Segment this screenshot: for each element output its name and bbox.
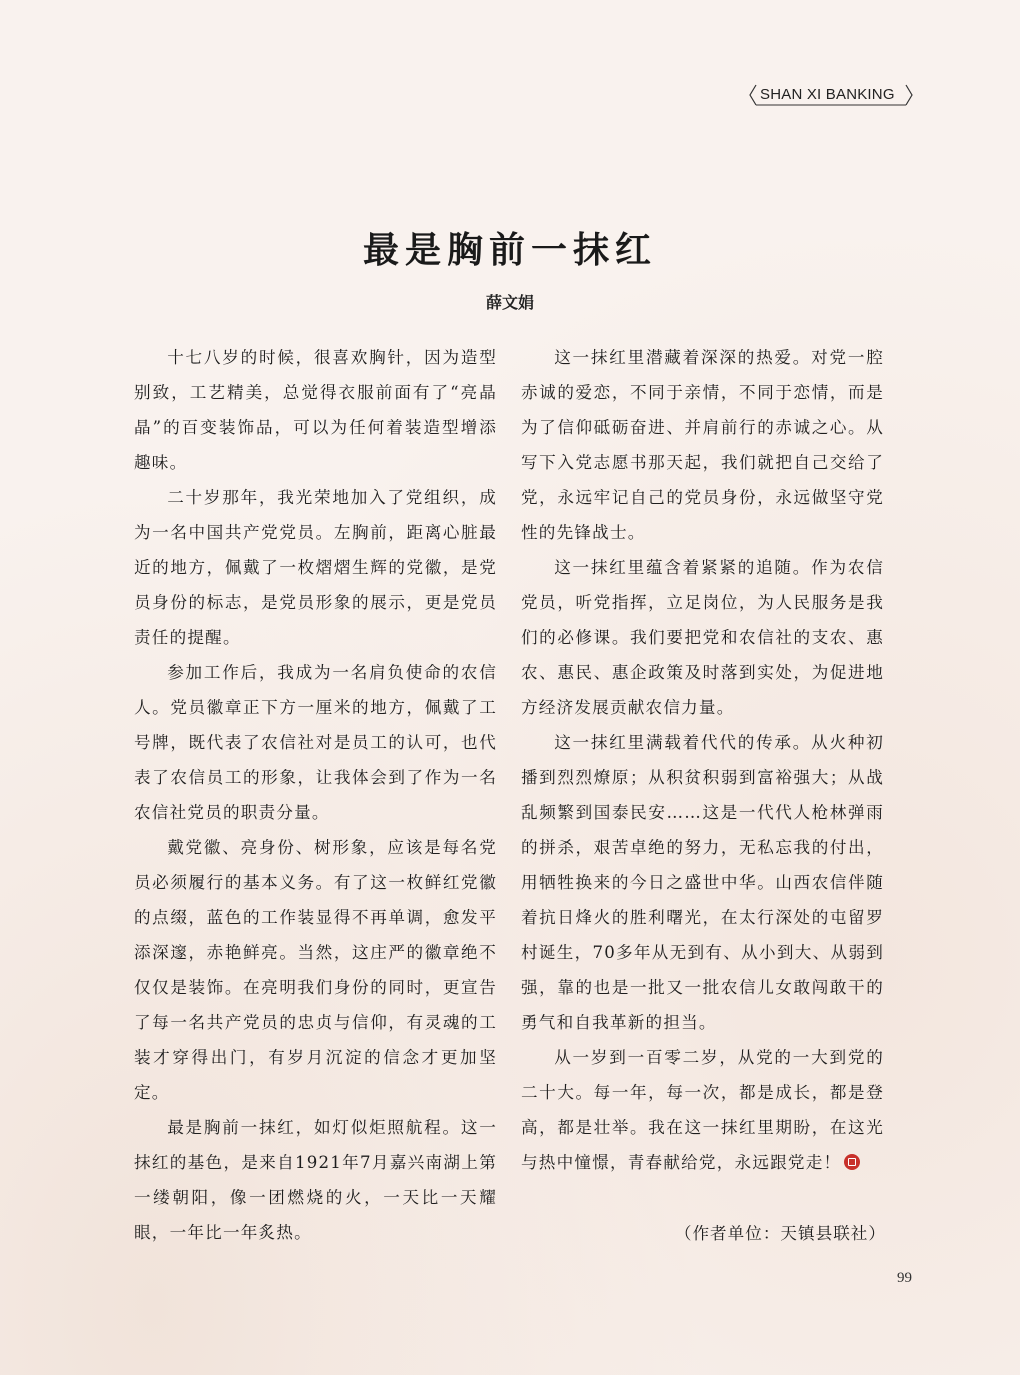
left-column <box>134 340 497 1250</box>
end-seal-icon <box>844 1154 860 1170</box>
paragraph: 十七八岁的时候，很喜欢胸针，因为造型别致，工艺精美，总觉得衣服前面有了“亮晶晶”的百变装饰品，可以为任何着装造型增添趣味。 <box>134 348 497 472</box>
section-tag <box>748 84 914 106</box>
author-affiliation: （作者单位：天镇县联社） <box>674 1224 886 1243</box>
article-author: 薛文娟 <box>485 295 534 312</box>
paragraph: 戴党徽、亮身份、树形象，应该是每名党员必须履行的基本义务。有了这一枚鲜红党徽的点缀，蓝色的工作装显得不再单调，愈发平添深邃，赤艳鲜亮。当然，这庄严的徽章绝不仅仅是装饰。在亮明我们身份的同时，更宣告了每一名共产党员的忠贞与信仰，有灵魂的工装才穿得出门，有岁月沉淀的信念才更加坚定。 <box>134 838 497 1102</box>
page-number: 99 <box>897 1270 912 1286</box>
paragraph-text: 从一岁到一百零二岁，从党的一大到党的二十大。每一年，每一次，都是成长，都是登高，都是壮举。我在这一抹红里期盼，在这光与热中憧憬，青春献给党，永远跟党走！ <box>521 1048 884 1172</box>
paragraph: 参加工作后，我成为一名肩负使命的农信人。党员徽章正下方一厘米的地方，佩戴了工号牌，既代表了农信社对是员工的认可，也代表了农信员工的形象，让我体会到了作为一名农信社党员的职责分量。 <box>134 663 497 822</box>
last-paragraph <box>521 1040 884 1180</box>
paragraph: 这一抹红里蕴含着紧紧的追随。作为农信党员，听党指挥，立足岗位，为人民服务是我们的必修课。我们要把党和农信社的支农、惠农、惠民、惠企政策及时落到实处，为促进地方经济发展贡献农信力量。 <box>521 558 884 717</box>
section-tag-text: SHAN XI BANKING <box>760 86 895 103</box>
paragraph: 二十岁那年，我光荣地加入了党组织，成为一名中国共产党党员。左胸前，距离心脏最近的地方，佩戴了一枚熠熠生辉的党徽，是党员身份的标志，是党员形象的展示，更是党员责任的提醒。 <box>134 488 497 647</box>
paragraph: 这一抹红里潜藏着深深的热爱。对党一腔赤诚的爱恋，不同于亲情，不同于恋情，而是为了信仰砥砺奋进、并肩前行的赤诚之心。从写下入党志愿书那天起，我们就把自己交给了党，永远牢记自己的党员身份，永远做坚守党性的先锋战士。 <box>521 348 884 542</box>
article-title: 最是胸前一抹红 <box>362 229 657 271</box>
paragraph: 最是胸前一抹红，如灯似炬照航程。这一抹红的基色，是来自1921年7月嘉兴南湖上第一缕朝阳，像一团燃烧的火，一天比一天耀眼，一年比一年炙热。 <box>134 1118 497 1242</box>
right-column <box>521 340 884 1180</box>
paragraph: 这一抹红里满载着代代的传承。从火种初播到烈烈燎原；从积贫积弱到富裕强大；从战乱频繁到国泰民安……这是一代代人枪林弹雨的拼杀，艰苦卓绝的努力，无私忘我的付出，用牺牲换来的今日之盛世中华。山西农信伴随着抗日烽火的胜利曙光，在太行深处的屯留罗村诞生，70多年从无到有、从小到大、从弱到强，靠的也是一批又一批农信儿女敢闯敢干的勇气和自我革新的担当。 <box>521 733 884 1032</box>
